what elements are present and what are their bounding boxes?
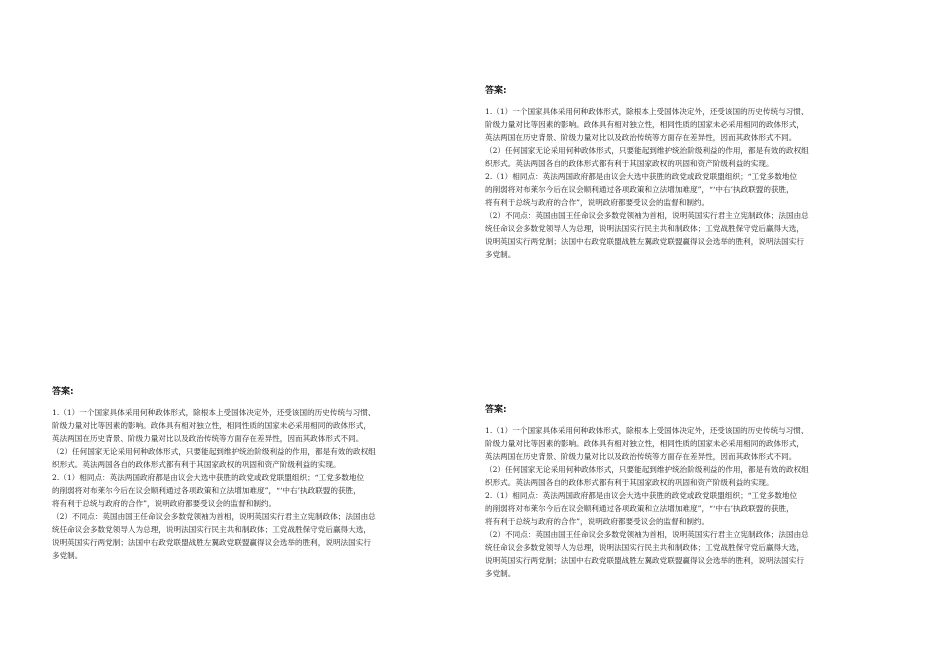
answer-line: 统任命议会多数党领导人为总理，说明法国实行民主共和制政体；工党战胜保守党后赢得大选， (52, 525, 371, 534)
answer-line: 织形式。英法两国各自的政体形式都有利于其国家政权的巩固和资产阶级利益的实现。 (52, 460, 341, 469)
answer-line: 将有利于总统与政府的合作”，说明政府都要受议会的监督和制约。 (52, 499, 277, 508)
answer-line: （2）不同点：英国由国王任命议会多数党领袖为首相，说明英国实行君主立宪制政体；法国由总 (485, 530, 809, 539)
answer-line: 阶级力量对比等因素的影响。政体具有相对独立性，相同性质的国家未必采用相同的政体形式， (485, 439, 804, 448)
answer-line: （2）任何国家无论采用何种政体形式，只要能起到维护统治阶级利益的作用，都是有效的政权组 (52, 447, 376, 456)
answer-block-bottom-right (485, 404, 915, 580)
answer-line: （2）不同点：英国由国王任命议会多数党领袖为首相，说明英国实行君主立宪制政体；法国由总 (485, 211, 809, 220)
answer-line: 2.（1）相同点：英法两国政府都是由议会大选中获胜的政党或政党联盟组织；“工党多数地位 (485, 491, 798, 500)
answer-line: 统任命议会多数党领导人为总理，说明法国实行民主共和制政体；工党战胜保守党后赢得大选， (485, 224, 804, 233)
answer-line: 阶级力量对比等因素的影响。政体具有相对独立性，相同性质的国家未必采用相同的政体形式， (485, 120, 804, 129)
answer-line: 英法两国在历史背景、阶级力量对比以及政治传统等方面存在差异性，因而其政体形式不同。 (485, 133, 797, 142)
answer-line: 阶级力量对比等因素的影响。政体具有相对独立性，相同性质的国家未必采用相同的政体形式， (52, 421, 371, 430)
answer-line: 的削弱将对布莱尔今后在议会顺利通过各项政策和立法增加难度”，“‘中右’执政联盟的获胜， (52, 486, 361, 495)
answer-line: 织形式。英法两国各自的政体形式都有利于其国家政权的巩固和资产阶级利益的实现。 (485, 478, 774, 487)
answer-line: （2）不同点：英国由国王任命议会多数党领袖为首相，说明英国实行君主立宪制政体；法国由总 (52, 512, 376, 521)
answer-line: 多党制。 (485, 250, 516, 259)
answer-line: 织形式。英法两国各自的政体形式都有利于其国家政权的巩固和资产阶级利益的实现。 (485, 159, 774, 168)
answer-line: 将有利于总统与政府的合作”，说明政府都要受议会的监督和制约。 (485, 198, 710, 207)
answer-line: 说明英国实行两党制；法国中右政党联盟战胜左翼政党联盟赢得议会选举的胜利，说明法国实行 (52, 538, 371, 547)
answer-line: （2）任何国家无论采用何种政体形式，只要能起到维护统治阶级利益的作用，都是有效的政权组 (485, 465, 809, 474)
answer-heading: 答案: (485, 86, 507, 96)
answer-line: 2.（1）相同点：英法两国政府都是由议会大选中获胜的政党或政党联盟组织；“工党多数地位 (52, 473, 365, 482)
answer-line: （2）任何国家无论采用何种政体形式，只要能起到维护统治阶级利益的作用，都是有效的政权组 (485, 146, 809, 155)
answer-block-bottom-left (52, 386, 482, 562)
answer-line: 多党制。 (485, 569, 516, 578)
answer-line: 说明英国实行两党制；法国中右政党联盟战胜左翼政党联盟赢得议会选举的胜利，说明法国实行 (485, 237, 804, 246)
answer-line: 1.（1）一个国家具体采用何种政体形式，除根本上受国体决定外，还受该国的历史传统与习惯、 (52, 408, 376, 417)
answer-line: 将有利于总统与政府的合作”，说明政府都要受议会的监督和制约。 (485, 517, 710, 526)
answer-line: 说明英国实行两党制；法国中右政党联盟战胜左翼政党联盟赢得议会选举的胜利，说明法国实行 (485, 556, 804, 565)
answer-line: 统任命议会多数党领导人为总理，说明法国实行民主共和制政体；工党战胜保守党后赢得大选， (485, 543, 804, 552)
answer-line: 多党制。 (52, 551, 83, 560)
answer-line: 2.（1）相同点：英法两国政府都是由议会大选中获胜的政党或政党联盟组织；“工党多数地位 (485, 172, 798, 181)
answer-line: 英法两国在历史背景、阶级力量对比以及政治传统等方面存在差异性，因而其政体形式不同。 (52, 434, 364, 443)
answer-heading: 答案: (485, 405, 507, 415)
answer-line: 的削弱将对布莱尔今后在议会顺利通过各项政策和立法增加难度”，“‘中右’执政联盟的获胜， (485, 504, 794, 513)
answer-block-top-right (485, 85, 915, 261)
answer-heading: 答案: (52, 387, 74, 397)
answer-line: 的削弱将对布莱尔今后在议会顺利通过各项政策和立法增加难度”，“‘中右’执政联盟的获胜， (485, 185, 794, 194)
answer-line: 英法两国在历史背景、阶级力量对比以及政治传统等方面存在差异性，因而其政体形式不同。 (485, 452, 797, 461)
answer-line: 1.（1）一个国家具体采用何种政体形式，除根本上受国体决定外，还受该国的历史传统与习惯、 (485, 107, 809, 116)
answer-line: 1.（1）一个国家具体采用何种政体形式，除根本上受国体决定外，还受该国的历史传统与习惯、 (485, 426, 809, 435)
